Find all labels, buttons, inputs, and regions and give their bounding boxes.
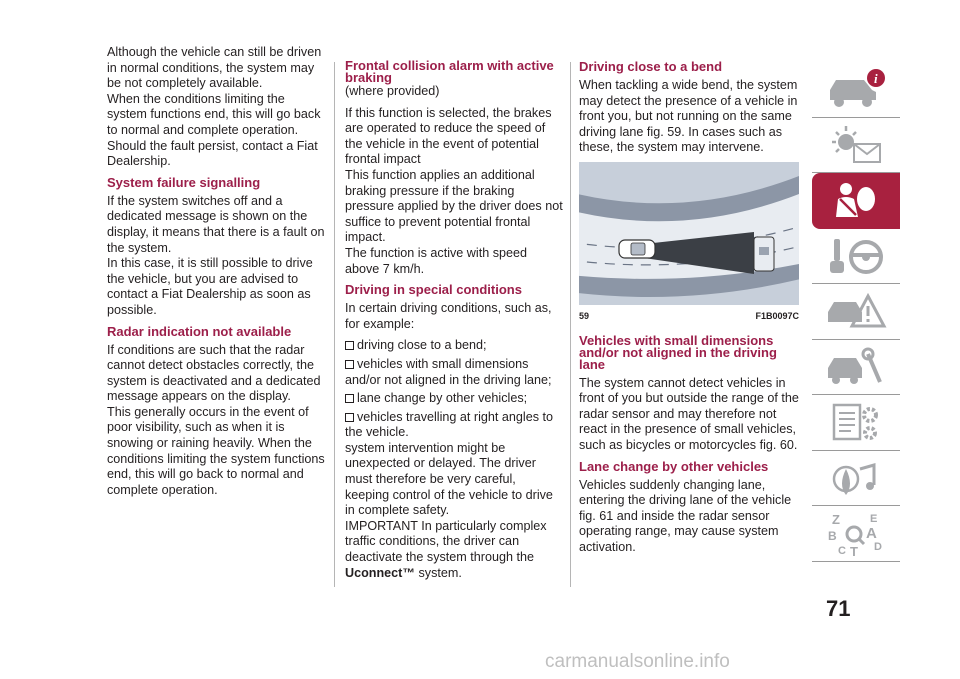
figure-59-bend-illustration <box>579 162 799 305</box>
chapter-sidebar <box>812 62 900 562</box>
paragraph: IMPORTANT In particularly complex traffic conditions, the driver can deactivate the system through the Uconnect™ system. <box>345 518 547 580</box>
figure-code: F1B0097C <box>755 310 799 321</box>
paragraph: The function is active with speed above 7 km/h. <box>345 245 528 276</box>
heading-system-failure: System failure signalling <box>107 174 261 190</box>
maintenance-icon <box>824 344 888 390</box>
svg-text:C: C <box>838 545 846 558</box>
car-icon <box>619 240 655 258</box>
paragraph: When tackling a wide bend, the system may detect the presence of a vehicle in front you, but not running on the same driving lane fig. 59. In cases such as these, the system may intervene. <box>579 78 798 155</box>
checkbox-bullet-icon <box>345 341 354 350</box>
list-item: vehicles with small dimensions and/or not aligned in the driving lane; <box>345 356 552 387</box>
list-item: lane change by other vehicles; <box>345 391 563 407</box>
multimedia-icon <box>824 455 888 501</box>
paragraph: In this case, it is still possible to drive the vehicle, but you are advised to contact a Fiat Dealership as soon as possible. <box>107 256 313 317</box>
column-divider <box>334 62 335 587</box>
heading-small-vehicles: Vehicles with small dimensions and/or not aligned in the driving lane <box>579 332 777 372</box>
paragraph: If conditions are such that the radar cannot detect obstacles correctly, the system is deactivated and a dedicated message appears on the display. <box>107 342 321 404</box>
technical-data-icon <box>824 399 888 445</box>
car-info-icon <box>824 66 888 112</box>
tab-technical-data[interactable] <box>812 395 900 451</box>
heading-special-conditions: Driving in special conditions <box>345 282 522 298</box>
heading-radar-not-available: Radar indication not available <box>107 323 292 339</box>
paragraph: Vehicles suddenly changing lane, entering the driving lane of the vehicle fig. 61 and inside the radar sensor operating range, may cause system activation. <box>579 477 792 554</box>
svg-text:T: T <box>850 544 858 559</box>
checkbox-bullet-icon <box>345 413 354 422</box>
list-item: driving close to a bend; <box>345 338 563 354</box>
heading-lane-change: Lane change by other vehicles <box>579 458 769 474</box>
tab-safety[interactable] <box>812 173 900 229</box>
paragraph: system intervention might be unexpected or delayed. The driver must therefore be very careful, keeping control of the vehicle to drive in complete safety. <box>345 440 553 518</box>
svg-text:i: i <box>874 71 878 87</box>
column-divider <box>570 62 571 587</box>
tab-index[interactable] <box>812 506 900 562</box>
tab-multimedia[interactable] <box>812 451 900 507</box>
paragraph: If this function is selected, the brakes are operated to reduce the speed of the vehicle in the event of potential frontal impact <box>345 105 552 167</box>
page-number: 71 <box>826 596 851 621</box>
watermark: carmanualsonline.info <box>545 651 730 672</box>
tab-maintenance[interactable] <box>812 340 900 396</box>
figure-caption <box>579 309 799 325</box>
svg-text:E: E <box>870 513 878 526</box>
checkbox-bullet-icon <box>345 394 354 403</box>
heading-frontal-collision: Frontal collision alarm with active braking <box>345 58 554 85</box>
paragraph: This generally occurs in the event of poor visibility, such as when it is snowing or raining heavily. When the conditions limiting the system functions end, this will go back to normal and complete operation. <box>107 404 325 497</box>
truck-icon <box>754 237 774 271</box>
uconnect-brand: Uconnect™ <box>345 565 415 580</box>
starting-driving-icon <box>824 233 888 279</box>
svg-text:B: B <box>828 529 837 544</box>
paragraph: If the system switches off and a dedicated message is shown on the display, it means that there is a fault on the system. <box>107 193 325 255</box>
paragraph: In certain driving conditions, such as, for example: <box>345 301 552 331</box>
heading-driving-close-bend: Driving close to a bend <box>579 59 723 74</box>
paragraph: Although the vehicle can still be driven in normal conditions, the system may be not completely available. <box>107 45 322 91</box>
lights-warning-icon <box>824 122 888 168</box>
index-icon <box>824 508 888 558</box>
svg-text:A: A <box>866 525 877 543</box>
bend-illustration <box>579 162 799 305</box>
column-2 <box>345 45 563 587</box>
svg-text:Z: Z <box>832 512 840 528</box>
tab-car-info[interactable] <box>812 62 900 118</box>
svg-text:D: D <box>874 541 882 554</box>
warning-lights-icon <box>824 288 888 334</box>
paragraph: This function applies an additional braking pressure if the braking pressure applied by the driver does not suffice to prevent potential frontal impact. <box>345 167 563 245</box>
where-provided: (where provided) <box>345 84 440 98</box>
tab-in-emergency[interactable] <box>812 284 900 340</box>
checkbox-bullet-icon <box>345 360 354 369</box>
tab-starting-driving[interactable] <box>812 229 900 285</box>
figure-number: 59 <box>579 310 590 321</box>
paragraph: When the conditions limiting the system functions end, this will go back to normal and complete operation. Should the fault persist, contact a Fiat Dealership. <box>107 91 321 169</box>
safety-airbag-icon <box>824 177 888 223</box>
column-1 <box>107 45 325 504</box>
list-item: vehicles travelling at right angles to the vehicle. <box>345 409 554 440</box>
paragraph: The system cannot detect vehicles in front of you but outside the range of the radar sensor and may therefore not react in the presence of small vehicles, such as bicycles or motorcycles fig. 60. <box>579 375 799 452</box>
column-3 <box>579 45 799 562</box>
tab-lights[interactable] <box>812 118 900 174</box>
